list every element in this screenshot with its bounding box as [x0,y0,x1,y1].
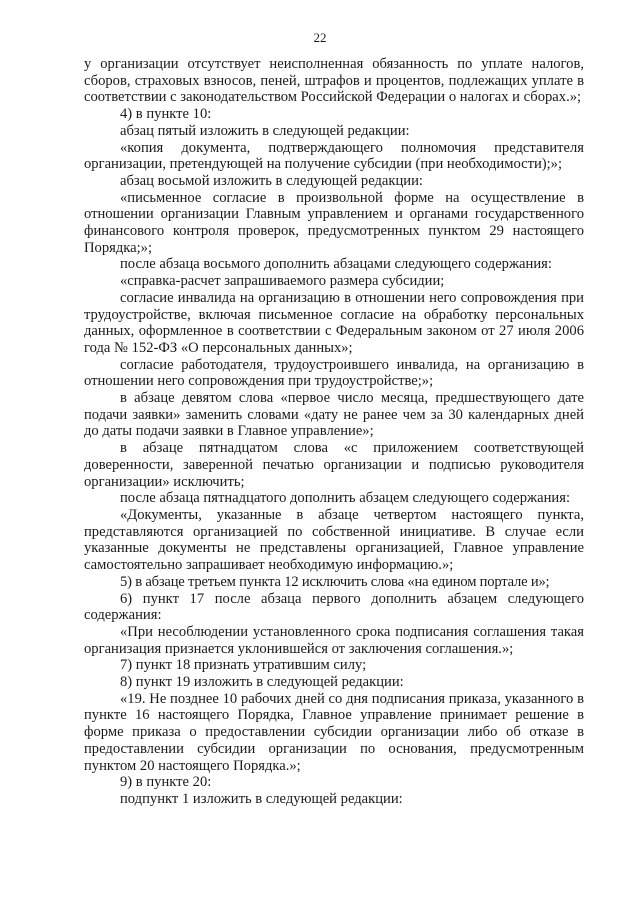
paragraph-21: 9) в пункте 20: [120,774,212,791]
paragraph-12: в абзаце пятнадцатом слова «с приложением соответствующей доверенности, заверенной печатью организации и подписью руководителя организации» исключить; [84,440,584,490]
paragraph-3: абзац пятый изложить в следующей редакции: [120,122,410,139]
page-number: 22 [313,30,327,45]
paragraph-18: 7) пункт 18 признать утратившим силу; [120,657,367,674]
paragraph-13: после абзаца пятнадцатого дополнить абзацем следующего содержания: [120,490,570,507]
paragraph-17: «При несоблюдении установленного срока подписания соглашения такая организация признается уклонившейся от заключения соглашения.»; [84,623,584,657]
paragraph-10: согласие работодателя, трудоустроившего инвалида, на организацию в отношении него сопровождения при трудоустройстве;»; [84,356,584,390]
paragraph-4: «копия документа, подтверждающего полномочия представителя организации, претендующей на получение субсидии (при необходимости);»; [84,139,584,173]
paragraph-9: согласие инвалида на организацию в отношении него сопровождения при трудоустройстве, включая письменное согласие на обработку персональных данных, оформленное в соответствии с Федеральным законом от 27 июля 2006 года № 152-ФЗ «О персональных данных»; [84,289,584,356]
paragraph-20: «19. Не позднее 10 рабочих дней со дня подписания приказа, указанного в пункте 16 настоящего Порядка, Главное управление принимает решение в форме приказа о предоставлении субсидии организации либо об отказе в предоставлении субсидии организации по основания, предусмотренным пунктом 20 настоящего Порядка.»; [84,690,584,774]
paragraph-22: подпункт 1 изложить в следующей редакции: [120,790,403,807]
paragraph-16: 6) пункт 17 после абзаца первого дополнить абзацем следующего содержания: [84,590,584,624]
paragraph-14: «Документы, указанные в абзаце четвертом настоящего пункта, представляются организацией по собственной инициативе. В случае если указанные документы не представлены организацией, Главное управление самостоятельно запрашивает необходимую информацию.»; [84,506,584,574]
paragraph-1: у организации отсутствует неисполненная обязанность по уплате налогов, сборов, страховых взносов, пеней, штрафов и процентов, подлежащих уплате в соответствии с законодательством Российской Федерации о налогах и сборах.»; [84,56,584,106]
paragraph-19: 8) пункт 19 изложить в следующей редакции: [120,674,404,691]
paragraph-15: 5) в абзаце третьем пункта 12 исключить слова «на едином портале и»; [120,573,550,590]
paragraph-6: «письменное согласие в произвольной форме на осуществление в отношении организации Главным управлением и органами государственного финансового контроля проверок, предусмотренных пунктом 29 настоящего Порядка;»; [84,189,584,256]
paragraph-11: в абзаце девятом слова «первое число месяца, предшествующего дате подачи заявки» заменить словами «дату не ранее чем за 30 календарных дней до даты подачи заявки в Главное управление»; [84,390,584,440]
paragraph-5: абзац восьмой изложить в следующей редакции: [120,172,423,189]
paragraph-7: после абзаца восьмого дополнить абзацами следующего содержания: [120,256,552,273]
document-body [84,56,584,808]
paragraph-8: «справка-расчет запрашиваемого размера субсидии; [120,273,445,290]
paragraph-2: 4) в пункте 10: [120,106,212,123]
